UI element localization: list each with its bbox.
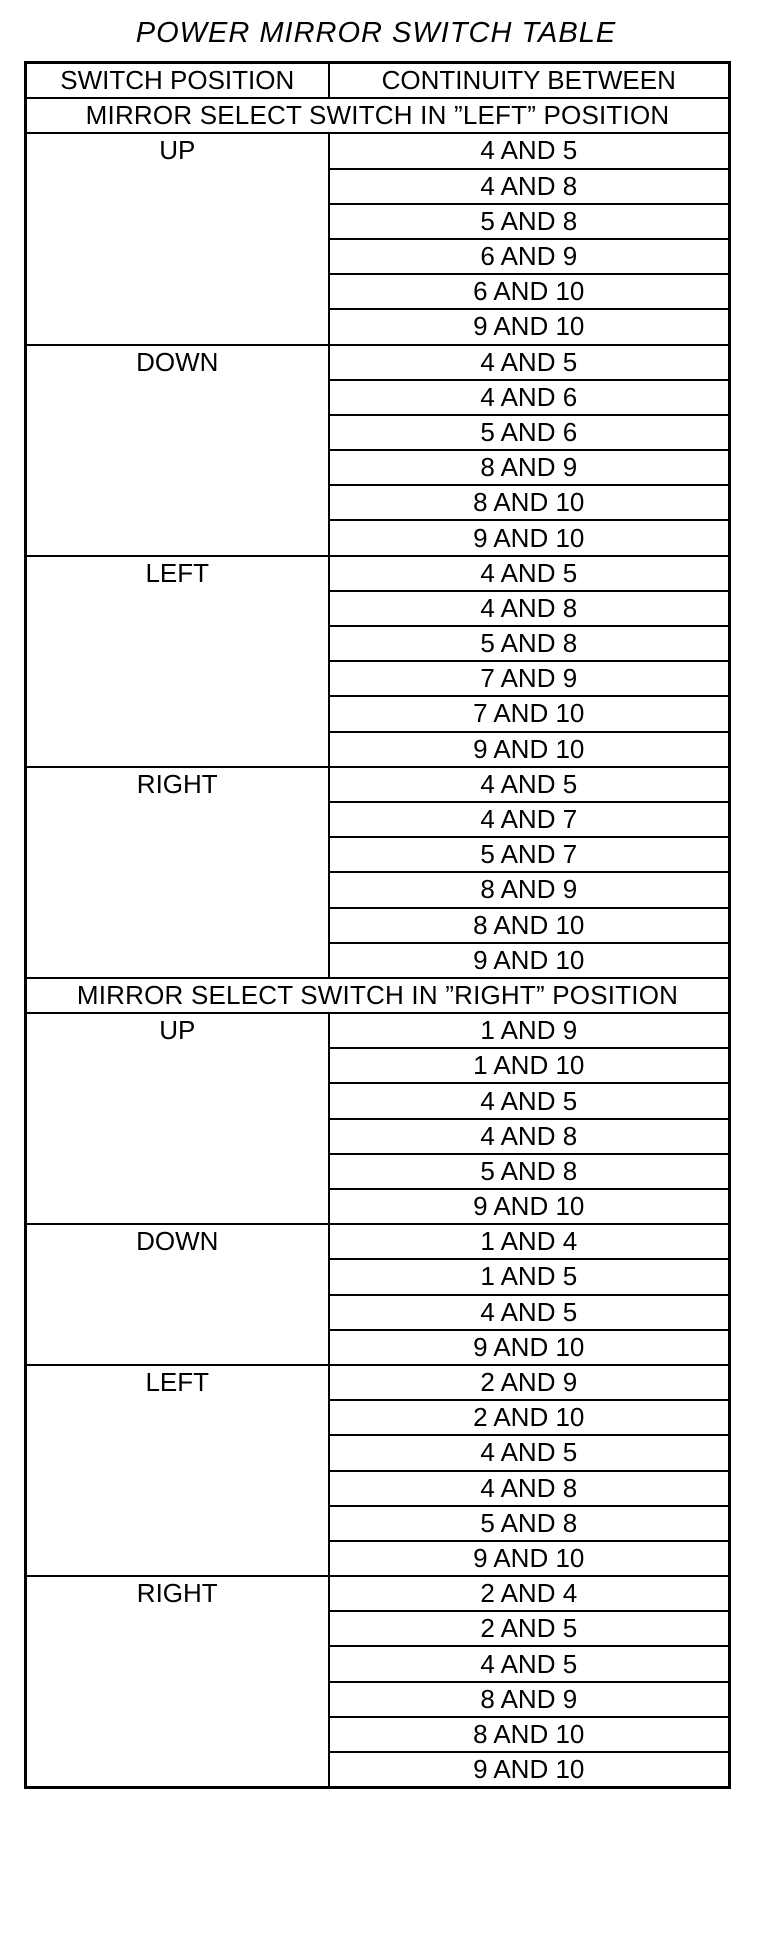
continuity-cell: 4 AND 7 <box>329 802 730 837</box>
continuity-cell: 4 AND 5 <box>329 556 730 591</box>
switch-position-cell: DOWN <box>26 1224 329 1365</box>
continuity-cell: 4 AND 5 <box>329 1083 730 1118</box>
table-row <box>26 1576 730 1611</box>
header-row <box>26 63 730 99</box>
switch-position-cell: RIGHT <box>26 767 329 978</box>
continuity-cell: 5 AND 8 <box>329 1154 730 1189</box>
continuity-cell: 4 AND 8 <box>329 1119 730 1154</box>
continuity-cell: 1 AND 4 <box>329 1224 730 1259</box>
continuity-cell: 5 AND 6 <box>329 415 730 450</box>
continuity-cell: 8 AND 10 <box>329 485 730 520</box>
continuity-cell: 4 AND 5 <box>329 1295 730 1330</box>
section-row <box>26 978 730 1013</box>
table-row <box>26 1365 730 1400</box>
continuity-cell: 2 AND 10 <box>329 1400 730 1435</box>
continuity-cell: 9 AND 10 <box>329 520 730 555</box>
continuity-cell: 9 AND 10 <box>329 309 730 344</box>
table-row <box>26 1013 730 1048</box>
continuity-cell: 9 AND 10 <box>329 1541 730 1576</box>
continuity-cell: 4 AND 8 <box>329 591 730 626</box>
continuity-cell: 9 AND 10 <box>329 1752 730 1788</box>
continuity-cell: 9 AND 10 <box>329 943 730 978</box>
section-row <box>26 98 730 133</box>
table-row <box>26 767 730 802</box>
switch-position-cell: LEFT <box>26 556 329 767</box>
table-row <box>26 133 730 168</box>
continuity-cell: 2 AND 9 <box>329 1365 730 1400</box>
continuity-cell: 4 AND 5 <box>329 1646 730 1681</box>
continuity-cell: 4 AND 5 <box>329 345 730 380</box>
continuity-cell: 8 AND 9 <box>329 872 730 907</box>
switch-table-body <box>26 63 730 1788</box>
switch-position-cell: DOWN <box>26 345 329 556</box>
continuity-cell: 4 AND 6 <box>329 380 730 415</box>
table-title: POWER MIRROR SWITCH TABLE <box>135 17 617 49</box>
continuity-cell: 1 AND 5 <box>329 1259 730 1294</box>
section-label: MIRROR SELECT SWITCH IN ”LEFT” POSITION <box>26 98 730 133</box>
continuity-cell: 4 AND 8 <box>329 169 730 204</box>
table-row <box>26 345 730 380</box>
switch-position-cell: LEFT <box>26 1365 329 1576</box>
switch-position-cell: UP <box>26 133 329 344</box>
continuity-cell: 5 AND 7 <box>329 837 730 872</box>
continuity-cell: 6 AND 10 <box>329 274 730 309</box>
switch-table <box>24 61 731 1789</box>
continuity-cell: 4 AND 8 <box>329 1471 730 1506</box>
continuity-cell: 8 AND 9 <box>329 450 730 485</box>
continuity-cell: 9 AND 10 <box>329 1330 730 1365</box>
continuity-cell: 1 AND 9 <box>329 1013 730 1048</box>
continuity-cell: 2 AND 4 <box>329 1576 730 1611</box>
continuity-cell: 9 AND 10 <box>329 732 730 767</box>
continuity-cell: 7 AND 9 <box>329 661 730 696</box>
header-switch-position: SWITCH POSITION <box>26 63 329 99</box>
section-label: MIRROR SELECT SWITCH IN ”RIGHT” POSITION <box>26 978 730 1013</box>
continuity-cell: 4 AND 5 <box>329 767 730 802</box>
continuity-cell: 4 AND 5 <box>329 1435 730 1470</box>
continuity-cell: 8 AND 9 <box>329 1682 730 1717</box>
table-row <box>26 556 730 591</box>
continuity-cell: 9 AND 10 <box>329 1189 730 1224</box>
header-continuity-between: CONTINUITY BETWEEN <box>329 63 730 99</box>
continuity-cell: 8 AND 10 <box>329 908 730 943</box>
continuity-cell: 8 AND 10 <box>329 1717 730 1752</box>
continuity-cell: 7 AND 10 <box>329 696 730 731</box>
continuity-cell: 2 AND 5 <box>329 1611 730 1646</box>
continuity-cell: 5 AND 8 <box>329 1506 730 1541</box>
continuity-cell: 6 AND 9 <box>329 239 730 274</box>
switch-position-cell: UP <box>26 1013 329 1224</box>
continuity-cell: 5 AND 8 <box>329 204 730 239</box>
continuity-cell: 4 AND 5 <box>329 133 730 168</box>
continuity-cell: 5 AND 8 <box>329 626 730 661</box>
table-row <box>26 1224 730 1259</box>
switch-position-cell: RIGHT <box>26 1576 329 1788</box>
continuity-cell: 1 AND 10 <box>329 1048 730 1083</box>
